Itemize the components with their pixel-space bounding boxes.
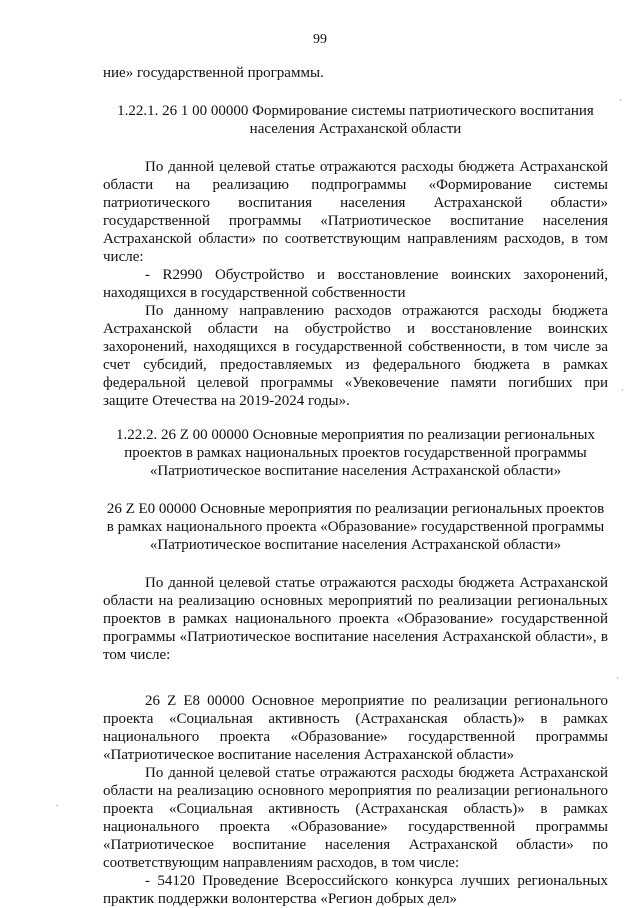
paragraph-main-activities-expenses: По данной целевой статье отражаются расходы бюджета Астраханской области на реализацию основных мероприятий по реализации региональных проектов в рамках национального проекта «Образование» государственной программы «Патриотическое воспитание населения Астраханской области», в том числе: xyxy=(103,575,608,663)
section-heading-1-22-2: 1.22.2. 26 Z 00 00000 Основные мероприятия по реализации региональных проектов в рамках национальных проектов государственной программы «Патриотическое воспитание населения Астраханской области» xyxy=(115,427,596,479)
list-item-54120: - 54120 Проведение Всероссийского конкурса лучших региональных практик поддержки волонтерства «Регион добрых дел» xyxy=(103,873,608,907)
paragraph-26-z-e8-description: По данной целевой статье отражаются расходы бюджета Астраханской области на реализацию основного мероприятия по реализации регионального проекта «Социальная активность (Астраханская область)» в рамках национального проекта «Образование» государственной программы «Патриотическое воспитание населения Астраханской области» по соответствующим направлениям расходов, в том числе: xyxy=(103,765,608,871)
scan-speck: ´ xyxy=(619,98,622,108)
paragraph-r2990-description: По данному направлению расходов отражаются расходы бюджета Астраханской области на обустройство и восстановление воинских захоронений, находящихся в государственной собственности, в том числе за счет субсидий, предоставляемых из федерального бюджета в рамках федеральной целевой программы «Увековечение памяти погибших при защите Отечества на 2019-2024 годы». xyxy=(103,303,608,409)
scan-speck: . xyxy=(56,798,59,808)
scan-speck: ´ xyxy=(621,388,624,398)
list-item-r2990: - R2990 Обустройство и восстановление воинских захоронений, находящихся в государственной собственности xyxy=(103,267,608,301)
subsection-heading-26-z-e0: 26 Z E0 00000 Основные мероприятия по реализации региональных проектов в рамках национального проекта «Образование» государственной программы «Патриотическое воспитание населения Астраханской области» xyxy=(106,501,605,553)
paragraph-26-z-e8-heading: 26 Z E8 00000 Основное мероприятие по реализации регионального проекта «Социальная активность (Астраханская область)» в рамках национального проекта «Образование» государственной программы «Патриотическое воспитание населения Астраханской области» xyxy=(103,693,608,763)
page-number: 99 xyxy=(313,32,327,47)
paragraph-subprogram-expenses: По данной целевой статье отражаются расходы бюджета Астраханской области на реализацию подпрограммы «Формирование системы патриотического воспитания населения Астраханской области» государственной программы «Патриотическое воспитание населения Астраханской области» по соответствующим направлениям расходов, в том числе: xyxy=(103,159,608,265)
scan-speck: ´ xyxy=(616,676,619,686)
document-body xyxy=(103,64,608,908)
paragraph-continuation: ние» государственной программы. xyxy=(103,65,324,81)
section-heading-1-22-1: 1.22.1. 26 1 00 00000 Формирование системы патриотического воспитания населения Астраханской области xyxy=(117,103,594,137)
